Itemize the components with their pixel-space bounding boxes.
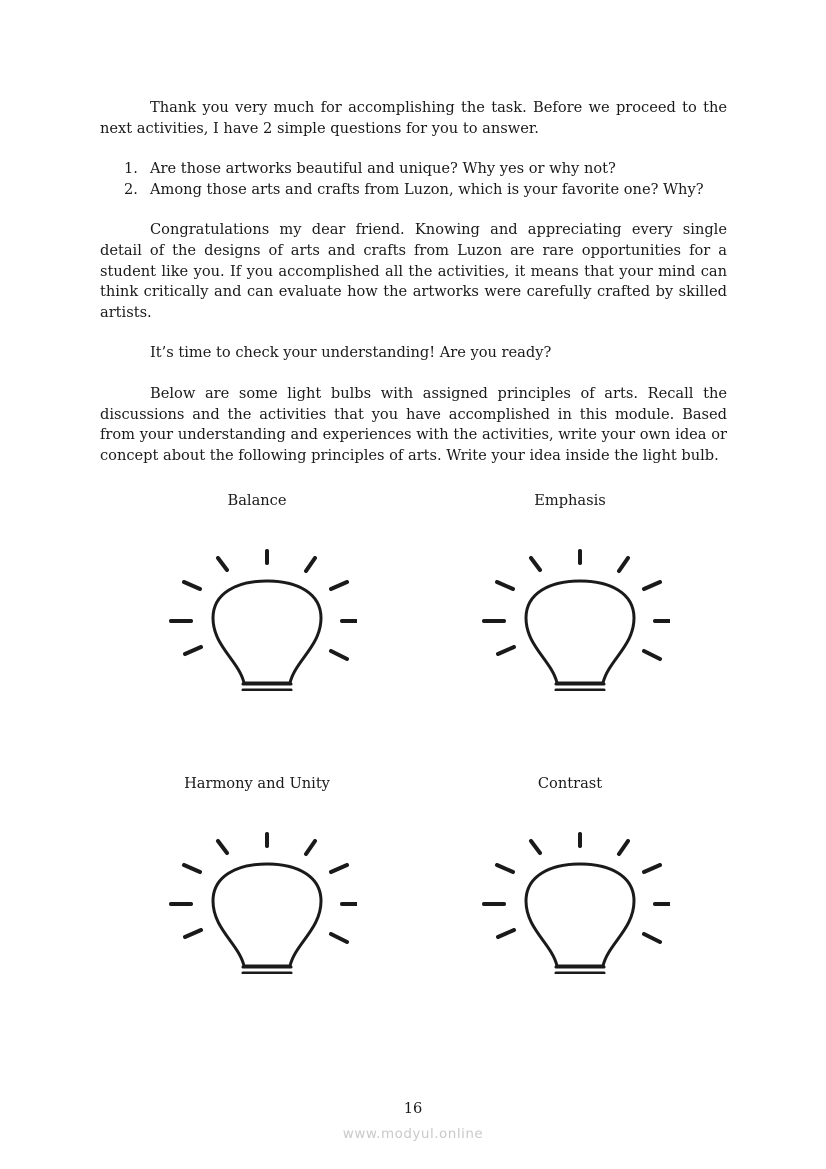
instructions-paragraph: Below are some light bulbs with assigned principles of arts. Recall the discussions and the activities that you have accomplished in this module. Based from your understanding and experiences with the activities, write your own idea or concept about the following principles of arts. Write your idea inside the light bulb. — [100, 384, 727, 464]
bulb-emphasis[interactable] — [460, 491, 680, 691]
light-bulb-icon[interactable] — [470, 804, 670, 974]
light-bulb-icon[interactable] — [470, 521, 670, 691]
watermark: www.modyul.online — [342, 1126, 484, 1142]
bulb-harmony-and-unity[interactable] — [147, 774, 367, 974]
question-text: Are those artworks beautiful and unique? Why yes or why not? — [150, 160, 616, 178]
bulb-balance[interactable] — [147, 491, 367, 691]
congratulations-paragraph: Congratulations my dear friend. Knowing and appreciating every single detail of the designs of arts and crafts from Luzon are rare opportunities for a student like you. If you accomplished all the activities, it means that your mind can think critically and can evaluate how the artworks were carefully crafted by skilled artists. — [100, 221, 727, 321]
check-understanding-paragraph: It’s time to check your understanding! Are you ready? — [150, 344, 552, 362]
question-number: 2. — [124, 180, 138, 198]
light-bulb-icon[interactable] — [157, 521, 357, 691]
bulb-label: Balance — [227, 492, 287, 509]
bulb-label: Harmony and Unity — [184, 775, 330, 792]
bulb-label: Emphasis — [534, 492, 606, 509]
light-bulb-icon[interactable] — [157, 804, 357, 974]
bulb-label: Contrast — [537, 775, 603, 792]
intro-paragraph: Thank you very much for accomplishing the task. Before we proceed to the next activities, I have 2 simple questions for you to answer. — [100, 99, 727, 137]
bulb-contrast[interactable] — [460, 774, 680, 974]
page-number: 16 — [403, 1100, 423, 1117]
question-text: Among those arts and crafts from Luzon, which is your favorite one? Why? — [150, 180, 704, 198]
question-number: 1. — [124, 160, 138, 178]
